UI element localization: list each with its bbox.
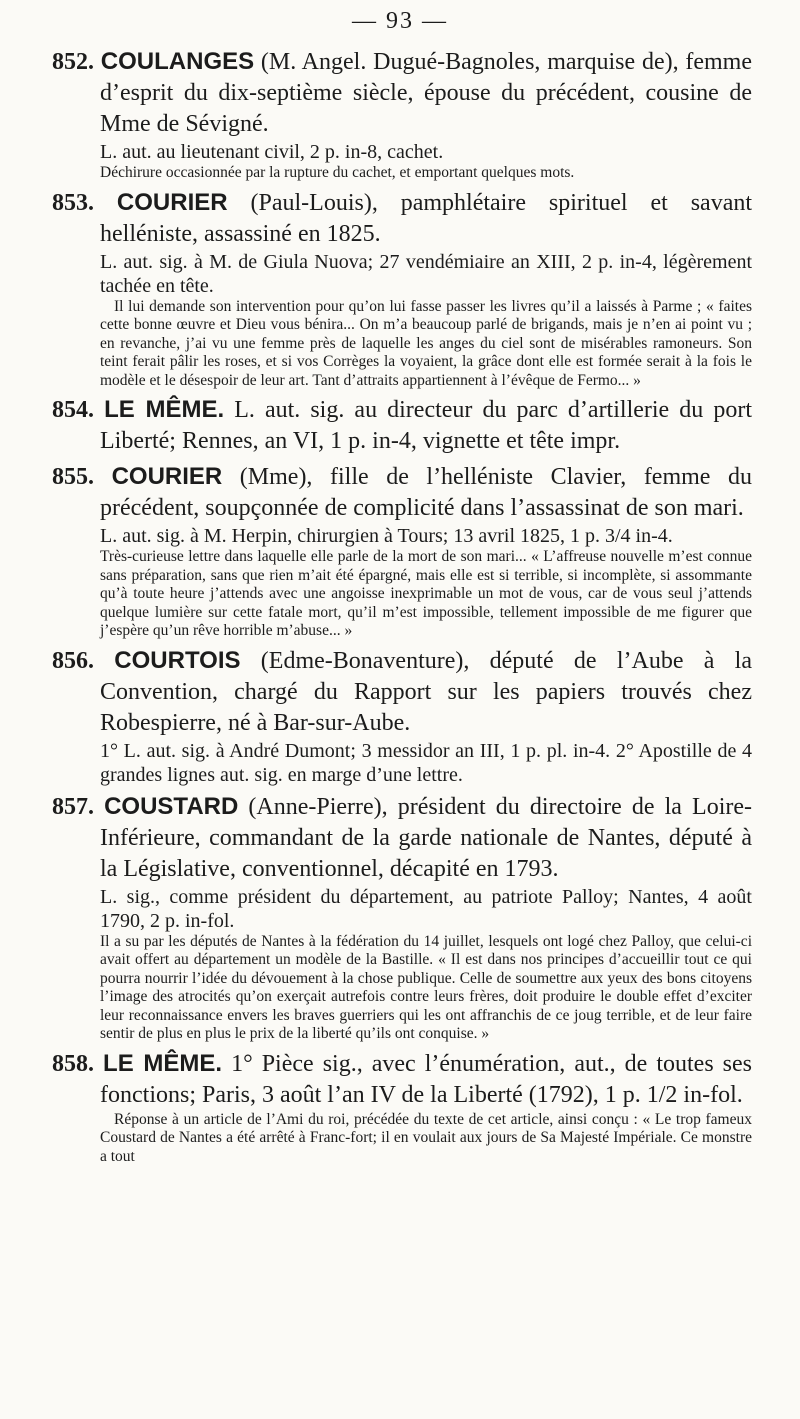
entry-heading <box>52 461 752 524</box>
entry-name: COUSTARD <box>104 792 239 820</box>
entry-name: COURTOIS <box>114 646 241 674</box>
entry-description: 1° L. aut. sig. à André Dumont; 3 messidor an III, 1 p. pl. in-4. 2° Apostille de 4 grandes lignes aut. sig. en marge d’une lettre. <box>100 739 752 786</box>
entry-heading <box>52 645 752 739</box>
catalogue-entry-853 <box>52 187 752 391</box>
entry-heading <box>52 394 752 457</box>
catalogue-entries <box>52 46 752 1168</box>
entry-number: 858. <box>52 1050 94 1077</box>
catalogue-entry-855 <box>52 461 752 641</box>
entry-title: (Anne-Pierre), président du directoire de la Loire-Inférieure, commandant de la garde nationale de Nantes, député à la Législative, conventionnel, décapité en 1793. <box>100 793 753 882</box>
entry-title: (M. Angel. Dugué-Bagnoles, marquise de), femme d’esprit du dix-septième siècle, épouse du précédent, cousine de Mme de Sévigné. <box>100 49 752 137</box>
entry-note: Il lui demande son intervention pour qu’on lui fasse passer les livres qu’il a laissés à Parme ; « faites cette bonne œuvre et Dieu vous bénira... On m’a beaucoup parlé de brigands, mais je n’en ai point vu ; en revanche, j’ai vu une femme près de laquelle les anges du ciel sont de misérables ramoneurs. Son teint ferait pâlir les roses, et si vos Corrèges la voyaient, la grâce dont elle est formée serait à la fois le modèle et le désespoir de leur art. Tant d’attraits appartiennent à l’évêque de Fermo... » <box>100 297 752 389</box>
entry-number: 856. <box>52 647 94 674</box>
entry-title: (Edme-Bonaventure), député de l’Aube à la Convention, chargé du Rapport sur les papiers trouvés chez Robespierre, né à Bar-sur-Aube. <box>100 647 753 736</box>
catalogue-entry-854 <box>52 394 752 457</box>
entry-number: 852. <box>52 49 94 75</box>
entry-name: COURIER <box>116 188 228 216</box>
entry-number: 855. <box>52 464 94 490</box>
catalogue-entry-856 <box>52 645 752 787</box>
entry-note: Réponse à un article de l’Ami du roi, précédée du texte de cet article, ainsi conçu : « Le trop fameux Coustard de Nantes a été arrêté à Franc-fort; il en voulait aux jours de Sa Majesté Impériale. Ce monstre a tout <box>100 1110 752 1165</box>
entry-title: (Mme), fille de l’helléniste Clavier, femme du précédent, soupçonnée de complicité dans l’assassinat de son mari. <box>100 464 753 521</box>
entry-number: 854. <box>52 397 94 423</box>
entry-note: Très-curieuse lettre dans laquelle elle parle de la mort de son mari... « L’affreuse nouvelle m’est connue sans préparation, sans que rien m’ait été épargné, mais elle est si terrible, si incomplète, si assommante qu’à toute heure j’attends avec une angoisse inexprimable un mot de vous, car de vous seul j’attends quelque lumière sur cette fatale mort, qu’il m’est impossible, tellement impossible de me figurer que j’espère qu’un rêve horrible m’abuse... » <box>100 548 752 639</box>
entry-description: L. aut. sig. à M. de Giula Nuova; 27 vendémiaire an XIII, 2 p. in-4, légèrement tachée en tête. <box>100 250 752 297</box>
entry-number: 857. <box>52 793 94 820</box>
entry-heading <box>52 791 752 885</box>
catalogue-entry-858 <box>52 1048 752 1167</box>
entry-number: 853. <box>52 189 94 216</box>
entry-title: (Paul-Louis), pamphlétaire spirituel et savant helléniste, assassiné en 1825. <box>100 189 753 247</box>
catalogue-entry-857 <box>52 791 752 1044</box>
entry-title: 1° Pièce sig., avec l’énumération, aut., de toutes ses fonctions; Paris, 3 août l’an IV de la Liberté (1792), 1 p. 1/2 in-fol. <box>100 1050 753 1108</box>
entry-name: COURIER <box>111 463 223 490</box>
entry-title: L. aut. sig. au directeur du parc d’artillerie du port Liberté; Rennes, an VI, 1 p. in-4, vignette et tête impr. <box>100 397 752 454</box>
entry-name: LE MÊME. <box>103 1049 223 1077</box>
page-number: — 93 — <box>352 8 448 34</box>
entry-description: L. sig., comme président du département, au patriote Palloy; Nantes, 4 août 1790, 2 p. in-fol. <box>100 885 752 932</box>
entry-name: COULANGES <box>100 48 255 75</box>
catalogue-entry-852 <box>52 46 752 183</box>
entry-heading <box>52 187 752 250</box>
entry-note: Déchirure occasionnée par la rupture du cachet, et emportant quelques mots. <box>100 164 575 181</box>
entry-heading <box>52 1048 752 1111</box>
entry-name: LE MÊME. <box>104 396 225 423</box>
entry-description: L. aut. au lieutenant civil, 2 p. in-8, cachet. <box>100 141 444 163</box>
entry-description: L. aut. sig. à M. Herpin, chirurgien à Tours; 13 avril 1825, 1 p. 3/4 in-4. <box>100 525 673 547</box>
entry-note: Il a su par les députés de Nantes à la fédération du 14 juillet, lesquels ont logé chez Palloy, que celui-ci avait offert au département un modèle de la Bastille. « Il est dans nos principes d’accueillir tout ce qui pourra nourrir l’idée du dévouement à la chose publique. Celle de soumettre aux yeux des bons citoyens l’image des atrocités qu’on exerçait autrefois contre leurs frères, doit produire le double effet d’exciter leur reconnaissance envers les braves guerriers qui les ont affranchis de ce joug terrible, et de leur faire sentir de plus en plus le prix de la liberté qu’ils ont conquise. » <box>100 932 752 1042</box>
entry-heading <box>52 46 752 140</box>
